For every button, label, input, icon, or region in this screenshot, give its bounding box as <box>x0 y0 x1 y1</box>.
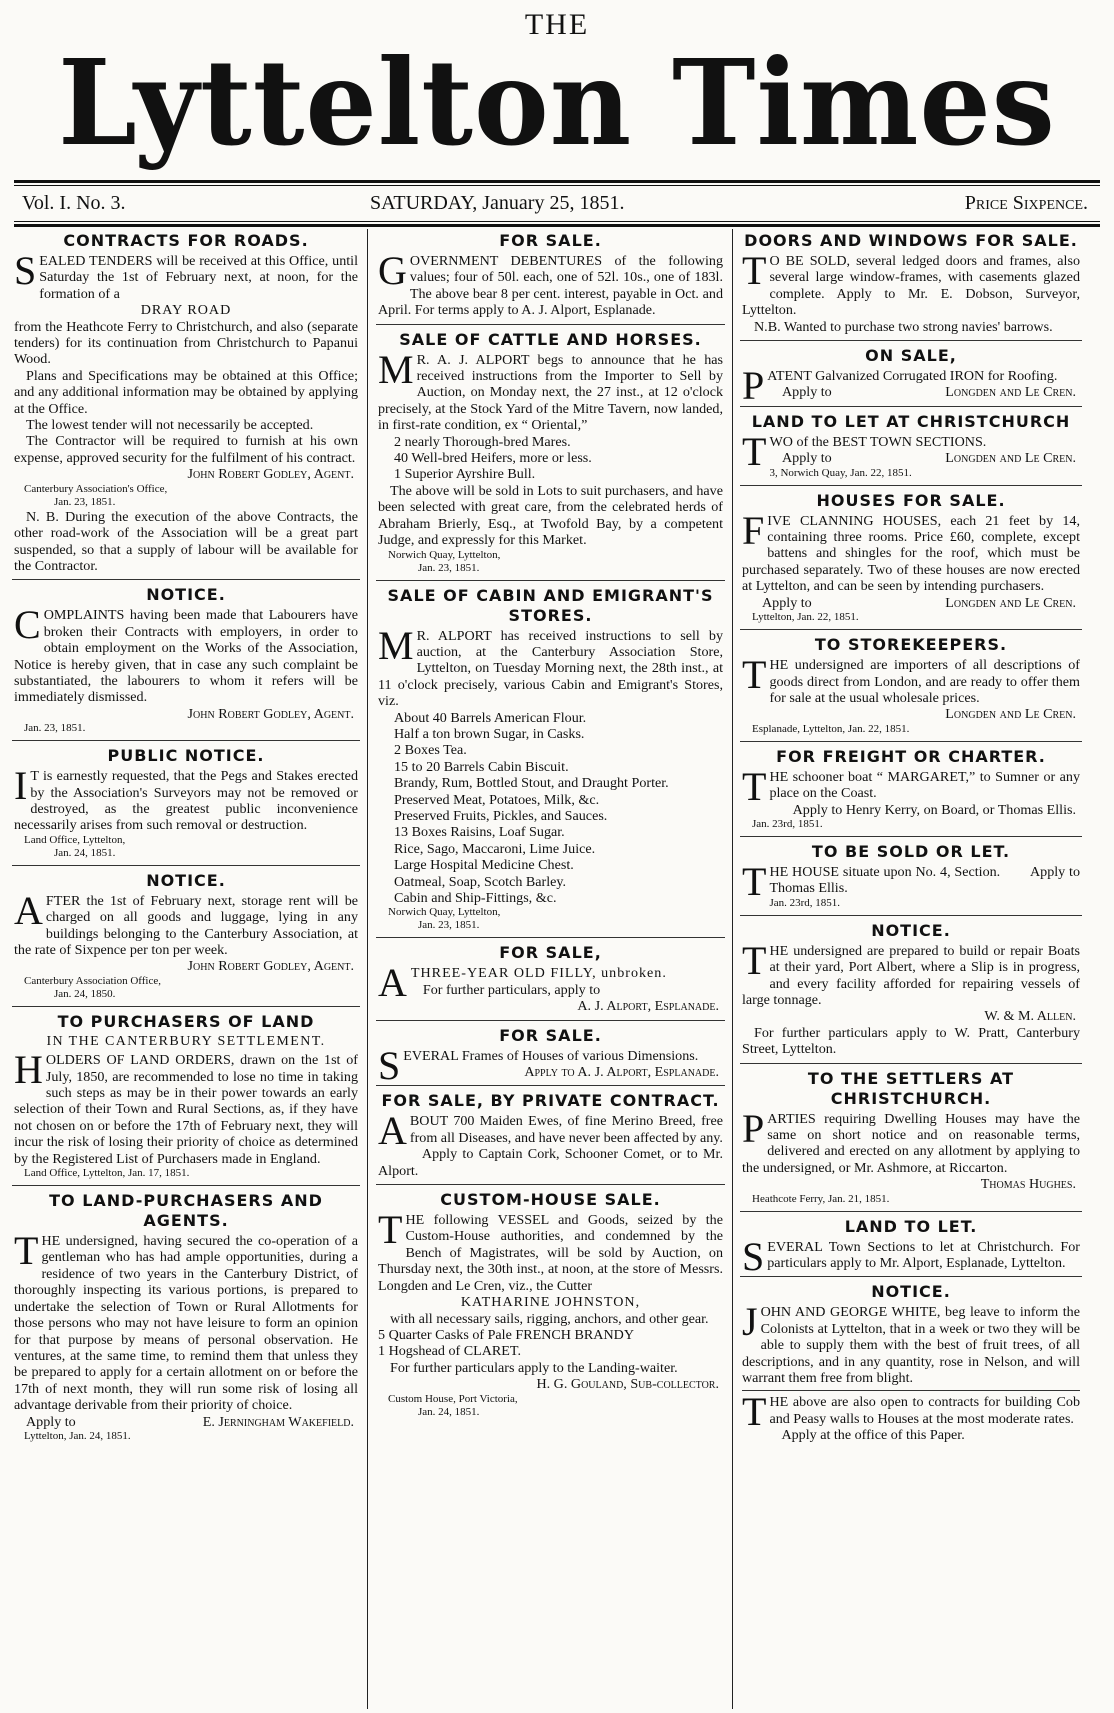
list-item: About 40 Barrels American Flour. <box>394 709 587 726</box>
dateline <box>14 190 1100 220</box>
subheading: IN THE CANTERBURY SETTLEMENT. <box>46 1033 326 1049</box>
paragraph: M R. ALPORT has received instructions to sell by auction, at the Canterbury Association Store, Lyttelton, on Tuesday Morning next, the 28th inst., at 11 o'clock precisely, various Cabin and Emigrant's Stores, viz. <box>378 622 723 710</box>
dateline-office: Land Office, Lyttelton, <box>24 833 126 846</box>
paragraph: PARTIES requiring Dwelling Houses may have the same on short notice and on reasonable terms, delivered and erected on any allotment by applying to the undersigned, or Mr. Ashmore, at Riccarton. <box>742 1105 1080 1176</box>
headline: FOR SALE, BY PRIVATE CONTRACT. <box>381 1091 720 1111</box>
article-land-to-let <box>740 1217 1082 1278</box>
paragraph: THE above are also open to contracts for building Cob and Peasy walls to Houses at the most moderate rates. <box>742 1389 1080 1435</box>
paragraph: Apply to Henry Kerry, on Board, or Thomas Ellis. <box>792 801 1076 818</box>
paragraph: THE undersigned, having secured the co-operation of a gentleman who has had ample opportunities, during a residence of two years in the Canterbury District, of thoroughly inspecting its various portions, is prepared to undertake the selection of Town or Rural Allotments for those persons who may not have leisure to form an opinion for that purpose by means of personal observation. He ventures, at the same time, to remind them that unless they be prepared to apply for a certain allotment on or before the 17th of next month, they will run some risk of losing all advantage derivable from their priority of choice. <box>14 1228 358 1414</box>
article-cattle-and-horses <box>376 330 725 581</box>
paragraph: For further particulars apply to W. Pratt, Canterbury Street, Lyttelton. <box>742 1024 1080 1058</box>
column-divider <box>732 229 733 1709</box>
apply-label: Apply to <box>782 384 832 401</box>
drop-cap: T <box>742 1389 767 1435</box>
list-item: Rice, Sago, Maccaroni, Lime Juice. <box>394 840 596 857</box>
paragraph: AFTER the 1st of February next, storage rent will be charged on all goods and luggage, lying in any buildings belonging to the Canterbury Association, at the rate of Sixpence per ton per week. <box>14 887 358 958</box>
headline: FOR FREIGHT OR CHARTER. <box>776 746 1046 766</box>
paragraph: Plans and Specifications may be obtained at this Office; and any additional information may be obtained by applying at the Office. <box>14 367 358 417</box>
dateline-office: Esplanade, Lyttelton, Jan. 22, 1851. <box>752 722 910 735</box>
apply-label: Apply to <box>762 594 812 611</box>
headline: TO THE SETTLERS AT CHRISTCHURCH. <box>807 1068 1015 1108</box>
article-notice-fruit-trees <box>740 1282 1082 1448</box>
column-3 <box>740 229 1082 1709</box>
paragraph: THE schooner boat “ MARGARET,” to Sumner or any place on the Coast. <box>742 763 1080 809</box>
headline: PUBLIC NOTICE. <box>107 746 265 766</box>
headline: DOORS AND WINDOWS FOR SALE. <box>744 231 1078 250</box>
paragraph: I T is earnestly requested, that the Pegs and Stakes erected by the Association's Surveyors may not be removed or destroyed, as the greatest public inconvenience necessarily arises from such removal or destruction. <box>14 763 358 834</box>
list-item: Oatmeal, Soap, Scotch Barley. <box>394 873 567 890</box>
dateline-office: Custom House, Port Victoria, <box>388 1392 518 1405</box>
paragraph: COMPLAINTS having been made that Labourers have broken their Contracts with employers, in order to obtain employment on the Works of the Association, Notice is hereby given, that in case any such complaint be substantiated, the labourers to whom it refers will be immediately dismissed. <box>14 602 358 706</box>
signature: John Robert Godley, Agent. <box>187 705 354 722</box>
paragraph: The lowest tender will not necessarily be accepted. <box>26 417 314 434</box>
dateline-date: Jan. 23, 1851. <box>418 561 480 574</box>
headline: CONTRACTS FOR ROADS. <box>63 231 309 250</box>
paragraph: TWO of the BEST TOWN SECTIONS. <box>742 428 987 474</box>
headline: TO STOREKEEPERS. <box>814 635 1008 655</box>
article-on-sale-iron <box>740 346 1082 407</box>
list-item: Preserved Fruits, Pickles, and Sauces. <box>394 807 608 824</box>
headline: LAND TO LET. <box>844 1216 978 1236</box>
list-item: Half a ton brown Sugar, in Casks. <box>394 725 585 742</box>
drop-cap: S <box>742 1233 765 1279</box>
drop-cap: S <box>378 1042 401 1088</box>
dateline-date: Jan. 24, 1851. <box>54 846 116 859</box>
price: Price Sixpence. <box>964 192 1088 214</box>
list-item: 40 Well-bred Heifers, more or less. <box>394 450 592 467</box>
paragraph: N. B. During the execution of the above Contracts, the other road-work of the Association will be a great part suspended, so that a supply of labour will be available for the Contractor. <box>14 508 358 574</box>
headline: TO BE SOLD OR LET. <box>811 841 1011 861</box>
paragraph: THE undersigned are importers of all descriptions of goods direct from London, and are ready to offer them for sale at the usual wholesale prices. <box>742 652 1080 706</box>
drop-cap: T <box>742 652 767 698</box>
paragraph: from the Heathcote Ferry to Christchurch, and also (separate tenders) for its continuation from Christchurch to Papanui Wood. <box>14 318 358 368</box>
list-item: Cabin and Ship-Fittings, &c. <box>394 890 557 906</box>
drop-cap: A <box>14 887 43 933</box>
column-1 <box>12 229 360 1709</box>
drop-cap: F <box>742 507 765 553</box>
signature: W. & M. Allen. <box>984 1008 1076 1025</box>
apply-label: Apply to <box>782 450 832 467</box>
headline: FOR SALE. <box>499 231 602 250</box>
volume-number: Vol. I. No. 3. <box>22 192 126 214</box>
paragraph: THE following VESSEL and Goods, seized by the Custom-House authorities, and condemned by the Bench of Magistrates, will be sold by Auction, on Thursday next, the 30th inst., at noon, at the store of Messrs. Longden and Le Cren, viz., the Cutter <box>378 1207 723 1294</box>
drop-cap: H <box>14 1047 43 1093</box>
headline: NOTICE. <box>871 920 951 940</box>
headline: FOR SALE, <box>499 943 602 963</box>
headline: TO LAND-PURCHASERS AND AGENTS. <box>49 1191 323 1231</box>
dateline-rule <box>14 221 1100 222</box>
article-cabin-stores <box>376 586 725 939</box>
paragraph: Apply to Captain Cork, Schooner Comet, or to Mr. Alport. <box>378 1146 723 1179</box>
masthead-rule <box>14 180 1100 183</box>
signature-line <box>742 450 1080 466</box>
headline: FOR SALE. <box>499 1025 602 1045</box>
article-filly-for-sale <box>376 943 725 1020</box>
paragraph: GOVERNMENT DEBENTURES of the following values; four of 50l. each, one of 52l. 10s., one of 183l. The above bear 8 per cent. interest, payable in Oct. and April. For terms apply to A. J. Alport, Esplanade. <box>378 248 723 319</box>
signature: John Robert Godley, Agent. <box>187 466 354 483</box>
paragraph: FIVE CLANNING HOUSES, each 21 feet by 14, containing three rooms. Price £60, complete, except battens and shingles for the roof, which must be purchased separately. Two of these houses are now erected at Lyttelton, and can be seen by intending purchasers. <box>742 507 1080 595</box>
signature: E. Jerningham Wakefield. <box>202 1413 354 1430</box>
drop-cap: T <box>742 763 767 809</box>
signature: Longden and Le Cren. <box>945 706 1076 723</box>
drop-cap: T <box>742 428 767 474</box>
drop-cap: M <box>378 622 414 668</box>
drop-cap: C <box>14 602 41 648</box>
paragraph: with all necessary sails, rigging, anchors, and other gear. <box>390 1310 709 1327</box>
newspaper-title: Lyttelton Times <box>58 34 1056 173</box>
headline: NOTICE. <box>146 870 226 890</box>
article-land-purchasers-agents <box>12 1191 360 1448</box>
signature: Longden and Le Cren. <box>945 384 1076 401</box>
list-item: 1 Hogshead of CLARET. <box>378 1343 522 1360</box>
dateline-date: Jan. 23, 1851. <box>418 919 480 932</box>
article-purchasers-of-land <box>12 1012 360 1186</box>
article-to-storekeepers <box>740 635 1082 742</box>
list-item: Preserved Meat, Potatoes, Milk, &c. <box>394 791 600 808</box>
headline: NOTICE. <box>871 1282 951 1302</box>
article-notice-complaints <box>12 585 360 741</box>
paragraph: SEALED TENDERS will be received at this Office, until Saturday the 1st of February next, at noon, for the formation of a <box>14 248 358 302</box>
signature: Longden and Le Cren. <box>945 594 1076 611</box>
paragraph: M R. A. J. ALPORT begs to announce that he has received instructions from the Importer to Sell by Auction, on Monday next, the 27 inst., at 12 o'clock precisely, at the Stock Yard of the Mitre Tavern, now landed, in first-rate condition, ex “ Oriental,” <box>378 346 723 434</box>
signature: H. G. Gouland, Sub-collector. <box>536 1376 719 1393</box>
masthead-the: THE <box>524 8 590 41</box>
dateline-office: Canterbury Association Office, <box>24 974 161 987</box>
center-line: DRAY ROAD <box>140 302 232 319</box>
dateline-office: Norwich Quay, Lyttelton, <box>388 548 501 561</box>
signature-line <box>742 384 1080 400</box>
article-public-notice <box>12 746 360 866</box>
article-notice-boats <box>740 921 1082 1064</box>
headline: CUSTOM-HOUSE SALE. <box>440 1190 661 1210</box>
drop-cap: P <box>742 1105 765 1151</box>
signature: John Robert Godley, Agent. <box>187 958 354 975</box>
paragraph: For further particulars, apply to <box>422 981 601 998</box>
list-item: 15 to 20 Barrels Cabin Biscuit. <box>394 758 569 775</box>
article-debentures-for-sale <box>376 231 725 325</box>
list-item: 2 nearly Thorough-bred Mares. <box>394 433 571 450</box>
headline: HOUSES FOR SALE. <box>816 490 1006 510</box>
list-item: 5 Quarter Casks of Pale FRENCH BRANDY <box>378 1326 635 1343</box>
article-doors-and-windows <box>740 231 1082 341</box>
dateline-office: Heathcote Ferry, Jan. 21, 1851. <box>752 1192 890 1205</box>
paragraph: ATHREE-YEAR OLD FILLY, unbroken. <box>378 960 667 1006</box>
article-houses-for-sale <box>740 491 1082 630</box>
dateline-office: Lyttelton, Jan. 24, 1851. <box>24 1429 131 1442</box>
masthead-rule-thin <box>14 185 1100 186</box>
issue-date: SATURDAY, January 25, 1851. <box>370 192 625 214</box>
article-to-be-sold-or-let <box>740 842 1082 916</box>
dateline-office: Lyttelton, Jan. 22, 1851. <box>752 611 859 624</box>
dateline-date: Jan. 23, 1851. <box>54 495 116 508</box>
article-private-contract <box>376 1091 725 1185</box>
paragraph: Apply at the office of this Paper. <box>781 1427 965 1444</box>
list-item: 2 Boxes Tea. <box>394 742 467 759</box>
list-item: 13 Boxes Raisins, Loaf Sugar. <box>394 824 565 841</box>
paragraph: T O BE SOLD, several ledged doors and frames, also several large window-frames, with casements glazed complete. Apply to Mr. E. Dobson, Surveyor, Lyttelton. <box>742 248 1080 319</box>
signature: A. J. Alport, Esplanade. <box>577 998 719 1015</box>
article-freight-or-charter <box>740 747 1082 837</box>
paragraph: For further particulars apply to the Landing-waiter. <box>390 1359 678 1376</box>
paragraph: The Contractor will be required to furnish at his own expense, approved security for the fulfilment of his contract. <box>14 433 358 466</box>
drop-cap: M <box>378 346 414 392</box>
paragraph: N.B. Wanted to purchase two strong navies' barrows. <box>754 318 1053 335</box>
divider <box>742 1390 1080 1391</box>
column-2 <box>376 229 725 1709</box>
drop-cap: A <box>378 960 408 1006</box>
headline: LAND TO LET AT CHRISTCHURCH <box>751 411 1071 431</box>
apply-label: Apply to <box>26 1413 76 1430</box>
article-land-to-let-christchurch <box>740 412 1082 486</box>
drop-cap: T <box>742 937 767 983</box>
article-custom-house-sale <box>376 1190 725 1423</box>
drop-cap: T <box>742 248 767 293</box>
paragraph: ABOUT 700 Maiden Ewes, of fine Merino Breed, free from all Diseases, and have never been affected by any. <box>378 1108 723 1154</box>
column-divider <box>367 229 368 1709</box>
headline: ON SALE, <box>865 346 957 366</box>
dateline-date: Jan. 23, 1851. <box>24 722 86 735</box>
dateline-rule-thick <box>14 224 1100 227</box>
article-house-frames <box>376 1026 725 1087</box>
list-item: 1 Superior Ayrshire Bull. <box>394 466 536 483</box>
headline: SALE OF CABIN AND EMIGRANT'S STORES. <box>387 585 714 625</box>
signature: Apply to A. J. Alport, Esplanade. <box>524 1064 719 1081</box>
drop-cap: J <box>742 1299 758 1345</box>
drop-cap: S <box>14 248 37 293</box>
paragraph: THE HOUSE situate upon No. 4, Section. Apply to Thomas Ellis. <box>742 858 1084 904</box>
paragraph: SEVERAL Frames of Houses of various Dimensions. <box>378 1042 699 1088</box>
signature: Thomas Hughes. <box>980 1176 1076 1193</box>
list-item: Brandy, Rum, Bottled Stout, and Draught Porter. <box>394 775 669 792</box>
paragraph: The above will be sold in Lots to suit purchasers, and have been selected with great care, from the celebrated herds of Abraham Brierly, Esq., at Twofold Bay, by a competent Judge, and expressly for this Market. <box>378 482 723 549</box>
headline: SALE OF CATTLE AND HORSES. <box>399 329 702 349</box>
signature-line <box>14 1414 358 1430</box>
drop-cap: T <box>378 1207 403 1253</box>
paragraph: THE undersigned are prepared to build or repair Boats at their yard, Port Albert, where a Slip is in progress, and every facility afforded for repairing vessels of large tonnage. <box>742 937 1080 1008</box>
paragraph: JOHN AND GEORGE WHITE, beg leave to inform the Colonists at Lyttelton, that in a week or two they will be able to supply them with the best of fruit trees, of all descriptions, and in any quantity, rose in Nelson, and will warrant them free from blight. <box>742 1299 1080 1387</box>
list-item: Large Hospital Medicine Chest. <box>394 857 574 874</box>
dateline-date: Jan. 23rd, 1851. <box>769 896 841 909</box>
dateline-office: 3, Norwich Quay, Jan. 22, 1851. <box>769 466 912 479</box>
signature-line <box>742 595 1080 611</box>
dateline-office: Norwich Quay, Lyttelton, <box>388 906 501 919</box>
drop-cap: G <box>378 248 407 293</box>
paragraph: SEVERAL Town Sections to let at Christchurch. For particulars apply to Mr. Alport, Esplanade, Lyttelton. <box>742 1233 1080 1279</box>
signature: Longden and Le Cren. <box>945 450 1076 467</box>
drop-cap: T <box>742 858 767 904</box>
article-contracts-for-roads <box>12 231 360 580</box>
drop-cap: P <box>742 363 765 409</box>
paragraph: HOLDERS OF LAND ORDERS, drawn on the 1st of July, 1850, are recommended to lose no time in taking such steps as may be in their power towards an early selection of their Town and Rural Sections, as, if they have not chosen on or before the 17th of February next, they will incur the risk of losing their priority of choice as determined by the Registered List of Purchasers made in England. <box>14 1047 358 1167</box>
headline: TO PURCHASERS OF LAND <box>57 1011 315 1031</box>
dateline-office: Land Office, Lyttelton, Jan. 17, 1851. <box>24 1167 190 1180</box>
drop-cap: T <box>14 1228 39 1274</box>
paragraph: PATENT Galvanized Corrugated IRON for Roofing. <box>742 363 1058 409</box>
dateline-date: Jan. 24, 1851. <box>418 1405 480 1418</box>
drop-cap: A <box>378 1108 407 1154</box>
ship-name: KATHARINE JOHNSTON, <box>460 1294 641 1311</box>
dateline-office: Canterbury Association's Office, <box>24 482 168 495</box>
dateline-date: Jan. 23rd, 1851. <box>752 817 823 830</box>
article-settlers-at-christchurch <box>740 1069 1082 1212</box>
drop-cap: I <box>14 763 28 809</box>
headline: NOTICE. <box>146 585 226 605</box>
dateline-date: Jan. 24, 1850. <box>54 987 116 1000</box>
article-notice-storage <box>12 871 360 1007</box>
